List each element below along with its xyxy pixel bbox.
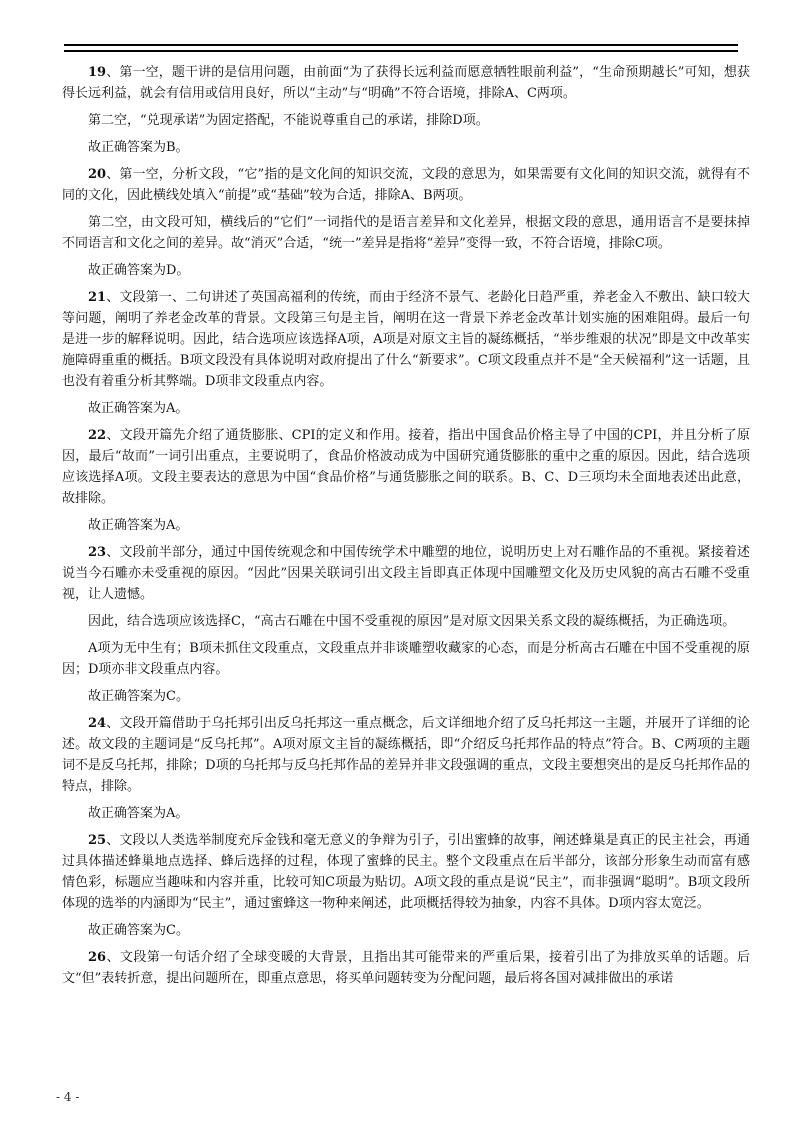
paragraph-26: 26、文段第一句话介绍了全球变暖的大背景，且指出其可能带来的严重后果，接着引出了为排放买单的话题。后文“但”表转折意，提出问题所在，即重点意思，将买单问题转变为分配问题，最后将各国对减排做出的承诺 [62, 950, 750, 986]
answer-21: 故正确答案为A。 [88, 401, 189, 416]
paragraph-23: 23、文段前半部分，通过中国传统观念和中国传统学术中雕塑的地位，说明历史上对石雕作品的不重视。紧接着述说当今石雕亦未受重视的原因。“因此”因果关联词引出文段主旨即真正体现中国雕塑文化及历史风貌的高古石雕不受重视，让人遗憾。 [62, 545, 750, 602]
header-rule-bottom [64, 50, 738, 52]
paragraph-21: 21、文段第一、二句讲述了英国高福利的传统，而由于经济不景气、老龄化日趋严重，养老金入不敷出、缺口较大等问题，阐明了养老金改革的背景。文段第三句是主旨，阐明在这一背景下养老金改革计划实施的困难阻碍。最后一句是进一步的解释说明。因此，结合选项应该选择A项，A项是对原文主旨的凝练概括，“举步维艰的状况”即是文中改革实施障碍重重的概括。B项文段没有具体说明对政府提出了什么“新要求”。C项文段重点并不是“全天候福利”这一话题，且也没有着重分析其弊端。D项非文段重点内容。 [62, 290, 750, 389]
answer-22: 故正确答案为A。 [88, 518, 189, 533]
paragraph-19: 19、第一空，题干讲的是信用问题，由前面“为了获得长远利益而愿意牺牲眼前利益”，“生命预期越长”可知，想获得长远利益，就会有信用或信用良好，所以“主动”与“明确”不符合语境，排除A、C两项。 [62, 65, 750, 101]
page-number: - 4 - [56, 1090, 80, 1104]
paragraph-22: 22、文段开篇先介绍了通货膨胀、CPI的定义和作用。接着，指出中国食品价格主导了中国的CPI，并且分析了原因，最后“故而”一词引出重点，主要说明了，食品价格波动成为中国研究通货膨胀的重中之重的原因。因此，结合选项应该选择A项。文段主要表达的意思为中国“食品价格”与通货膨胀之间的联系。B、C、D三项均未全面地表述出此意，故排除。 [62, 428, 750, 506]
answer-20: 故正确答案为D。 [88, 263, 190, 278]
answer-24: 故正确答案为A。 [88, 806, 189, 821]
header-rule-top [64, 44, 738, 46]
paragraph-23-conclusion: 因此，结合选项应该选择C，“高古石雕在中国不受重视的原因”是对原文因果关系文段的凝练概括，为正确选项。 [88, 614, 736, 629]
paragraph-24: 24、文段开篇借助于乌托邦引出反乌托邦这一重点概念，后文详细地介绍了反乌托邦这一主题，并展开了详细的论述。故文段的主题词是“反乌托邦”。A项对原文主旨的凝练概括，即“介绍反乌托邦作品的特点”符合。B、C两项的主题词不是反乌托邦，排除；D项的乌托邦与反乌托邦作品的差异并非文段强调的重点，文段主要想突出的是反乌托邦作品的特点，排除。 [62, 716, 750, 794]
paragraph-19-second-blank: 第二空，“兑现承诺”为固定搭配，不能说尊重自己的承诺，排除D项。 [88, 113, 489, 128]
paragraph-20: 20、第一空，分析文段，“它”指的是文化间的知识交流，文段的意思为，如果需要有文化间的知识交流，就得有不同的文化，因此横线处填入“前提”或“基础”较为合适，排除A、B两项。 [62, 167, 750, 203]
answer-explanations [62, 58, 750, 989]
paragraph-20-second-blank: 第二空，由文段可知，横线后的“它们”一词指代的是语言差异和文化差异，根据文段的意思，通用语言不是要抹掉不同语言和文化之间的差异。故“消灭”合适，“统一”差异是指将“差异”变得一致，不符合语境，排除C项。 [62, 215, 750, 251]
answer-19: 故正确答案为B。 [88, 140, 189, 155]
answer-23: 故正确答案为C。 [88, 689, 189, 704]
paragraph-25: 25、文段以人类选举制度充斥金钱和毫无意义的争辩为引子，引出蜜蜂的故事，阐述蜂巢是真正的民主社会，再通过具体描述蜂巢地点选择、蜂后选择的过程，体现了蜜蜂的民主。整个文段重点在后半部分，该部分形象生动而富有感情色彩，标题应当趣味和内容并重，比较可知C项最为贴切。A项文段的重点是说“民主”，而非强调“聪明”。B项文段所体现的选举的内涵即为“民主”，通过蜜蜂这一物种来阐述，此项概括得较为抽象，内容不具体。D项内容太宽泛。 [62, 833, 750, 911]
answer-25: 故正确答案为C。 [88, 923, 189, 938]
paragraph-23-options: A项为无中生有；B项未抓住文段重点，文段重点并非谈雕塑收藏家的心态，而是分析高古石雕在中国不受重视的原因；D项亦非文段重点内容。 [62, 641, 750, 677]
